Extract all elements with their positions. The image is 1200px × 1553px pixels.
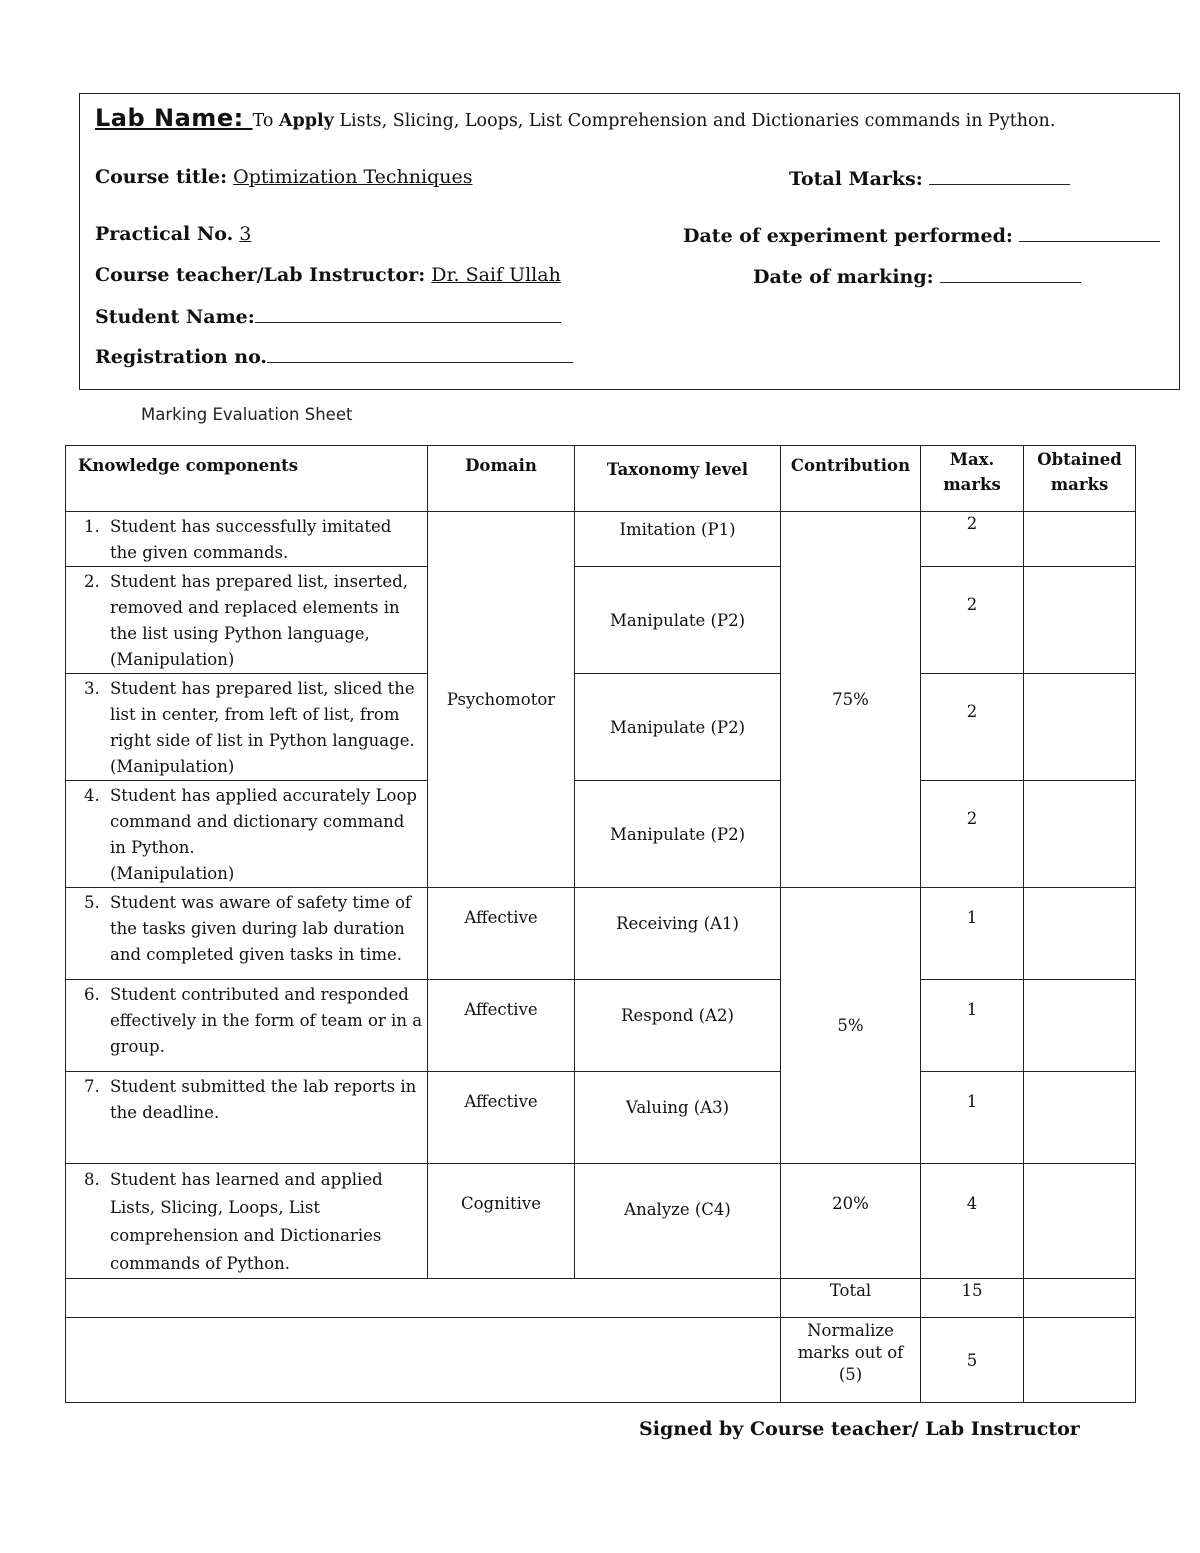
table-row [66, 980, 1136, 1072]
table-row [66, 567, 1136, 674]
row-number: 1. [84, 517, 100, 536]
row-number: 4. [84, 786, 100, 805]
row-text: Student contributed and responded effectively in the form of team or in a group. [110, 985, 423, 1056]
knowledge-cell [66, 781, 428, 888]
max-marks-cell: 4 [921, 1164, 1024, 1279]
max-marks-cell: 1 [921, 1072, 1024, 1164]
evaluation-table [65, 445, 1136, 1403]
obtained-marks-cell[interactable] [1024, 1164, 1136, 1279]
total-row [66, 1279, 1136, 1318]
total-marks-line [789, 166, 1070, 190]
registration-label: Registration no. [95, 346, 268, 368]
row-text: Student has prepared list, sliced the list in center, from left of list, from right side of list in Python language. (Manipulation) [110, 679, 415, 776]
knowledge-cell [66, 567, 428, 674]
lab-name-to: To [252, 111, 279, 131]
teacher-value: Dr. Saif Ullah [431, 264, 561, 286]
row-text: Student has successfully imitated the given commands. [110, 517, 392, 562]
taxonomy-cell: Respond (A2) [575, 980, 781, 1072]
max-marks-cell: 2 [921, 674, 1024, 781]
row-number: 6. [84, 985, 100, 1004]
date-marking-line [753, 264, 1081, 288]
obtained-marks-cell[interactable] [1024, 1072, 1136, 1164]
date-performed-label: Date of experiment performed: [683, 225, 1013, 247]
knowledge-cell [66, 512, 428, 567]
domain-psychomotor: Psychomotor [428, 512, 575, 888]
header-obtained-marks: Obtained marks [1024, 446, 1136, 512]
max-marks-cell: 2 [921, 512, 1024, 567]
practical-no-label: Practical No. [95, 223, 234, 245]
taxonomy-cell: Manipulate (P2) [575, 567, 781, 674]
normalize-value: 5 [921, 1318, 1024, 1403]
date-marking-label: Date of marking: [753, 266, 934, 288]
signature-label: Signed by Course teacher/ Lab Instructor [639, 1418, 1080, 1440]
normalize-row [66, 1318, 1136, 1403]
obtained-marks-cell[interactable] [1024, 888, 1136, 980]
row-text: Student has prepared list, inserted, removed and replaced elements in the list using Python language, (Manipulation) [110, 572, 409, 669]
max-marks-cell: 1 [921, 980, 1024, 1072]
course-title-line [95, 166, 473, 188]
header-taxonomy: Taxonomy level [575, 446, 781, 512]
taxonomy-cell: Receiving (A1) [575, 888, 781, 980]
total-label: Total [781, 1279, 921, 1318]
lab-name-label: Lab Name: [95, 104, 253, 132]
table-row [66, 888, 1136, 980]
header-domain: Domain [428, 446, 575, 512]
max-marks-cell: 1 [921, 888, 1024, 980]
sheet-caption: Marking Evaluation Sheet [141, 405, 353, 424]
total-marks-label: Total Marks: [789, 168, 923, 190]
taxonomy-cell: Analyze (C4) [575, 1164, 781, 1279]
total-value: 15 [921, 1279, 1024, 1318]
table-row [66, 512, 1136, 567]
date-performed-line [683, 223, 1160, 247]
total-obtained-cell[interactable] [1024, 1279, 1136, 1318]
registration-blank[interactable] [267, 344, 573, 363]
header-knowledge: Knowledge components [66, 446, 428, 512]
date-performed-blank[interactable] [1019, 223, 1160, 242]
knowledge-cell [66, 1072, 428, 1164]
date-marking-blank[interactable] [940, 264, 1081, 283]
obtained-marks-cell[interactable] [1024, 980, 1136, 1072]
taxonomy-cell: Manipulate (P2) [575, 674, 781, 781]
contribution-affective: 5% [781, 888, 921, 1164]
domain-cell: Cognitive [428, 1164, 575, 1279]
lab-name-apply: Apply [278, 111, 334, 131]
row-text: Student has applied accurately Loop command and dictionary command in Python. [110, 786, 417, 857]
obtained-marks-cell[interactable] [1024, 674, 1136, 781]
practical-no-line [95, 223, 251, 245]
row-text: Student was aware of safety time of the tasks given during lab duration and completed given tasks in time. [110, 893, 412, 964]
row-number: 3. [84, 679, 100, 698]
registration-line [95, 344, 573, 368]
domain-cell: Affective [428, 980, 575, 1072]
total-blank-cell [66, 1279, 781, 1318]
course-title-label: Course title: [95, 166, 228, 188]
knowledge-cell [66, 980, 428, 1072]
taxonomy-cell: Manipulate (P2) [575, 781, 781, 888]
header-max-marks: Max. marks [921, 446, 1024, 512]
contribution-cell: 20% [781, 1164, 921, 1279]
practical-no-value: 3 [239, 223, 252, 245]
student-name-blank[interactable] [255, 304, 561, 323]
student-name-line [95, 304, 561, 328]
knowledge-cell [66, 888, 428, 980]
obtained-marks-cell[interactable] [1024, 512, 1136, 567]
table-header-row [66, 446, 1136, 512]
row-text: Student submitted the lab reports in the deadline. [110, 1077, 417, 1122]
normalize-obtained-cell[interactable] [1024, 1318, 1136, 1403]
obtained-marks-cell[interactable] [1024, 567, 1136, 674]
knowledge-cell [66, 1164, 428, 1279]
contribution-psychomotor: 75% [781, 512, 921, 888]
student-name-label: Student Name: [95, 306, 255, 328]
taxonomy-cell: Valuing (A3) [575, 1072, 781, 1164]
teacher-line [95, 264, 561, 286]
row-number: 8. [84, 1170, 100, 1189]
row-number: 5. [84, 893, 100, 912]
course-title-value: Optimization Techniques [233, 166, 473, 188]
max-marks-cell: 2 [921, 567, 1024, 674]
table-row [66, 1072, 1136, 1164]
teacher-label: Course teacher/Lab Instructor: [95, 264, 426, 286]
row-number: 2. [84, 572, 100, 591]
table-row [66, 674, 1136, 781]
obtained-marks-cell[interactable] [1024, 781, 1136, 888]
row-number: 7. [84, 1077, 100, 1096]
normalize-blank-cell [66, 1318, 781, 1403]
domain-cell: Affective [428, 888, 575, 980]
header-contribution: Contribution [781, 446, 921, 512]
domain-cell: Affective [428, 1072, 575, 1164]
lab-header-box [79, 93, 1180, 390]
taxonomy-cell: Imitation (P1) [575, 512, 781, 567]
normalize-label: Normalize marks out of (5) [781, 1318, 921, 1403]
row-text: Student has learned and applied Lists, Slicing, Loops, List comprehension and Dictionaries commands of Python. [110, 1170, 383, 1273]
max-marks-cell: 2 [921, 781, 1024, 888]
table-row [66, 781, 1136, 888]
lab-name-description: Lists, Slicing, Loops, List Comprehension and Dictionaries commands in Python. [333, 111, 1056, 131]
lab-name-line [95, 104, 1055, 132]
row-text-note: (Manipulation) [110, 864, 235, 883]
total-marks-blank[interactable] [929, 166, 1070, 185]
knowledge-cell [66, 674, 428, 781]
table-row [66, 1164, 1136, 1279]
